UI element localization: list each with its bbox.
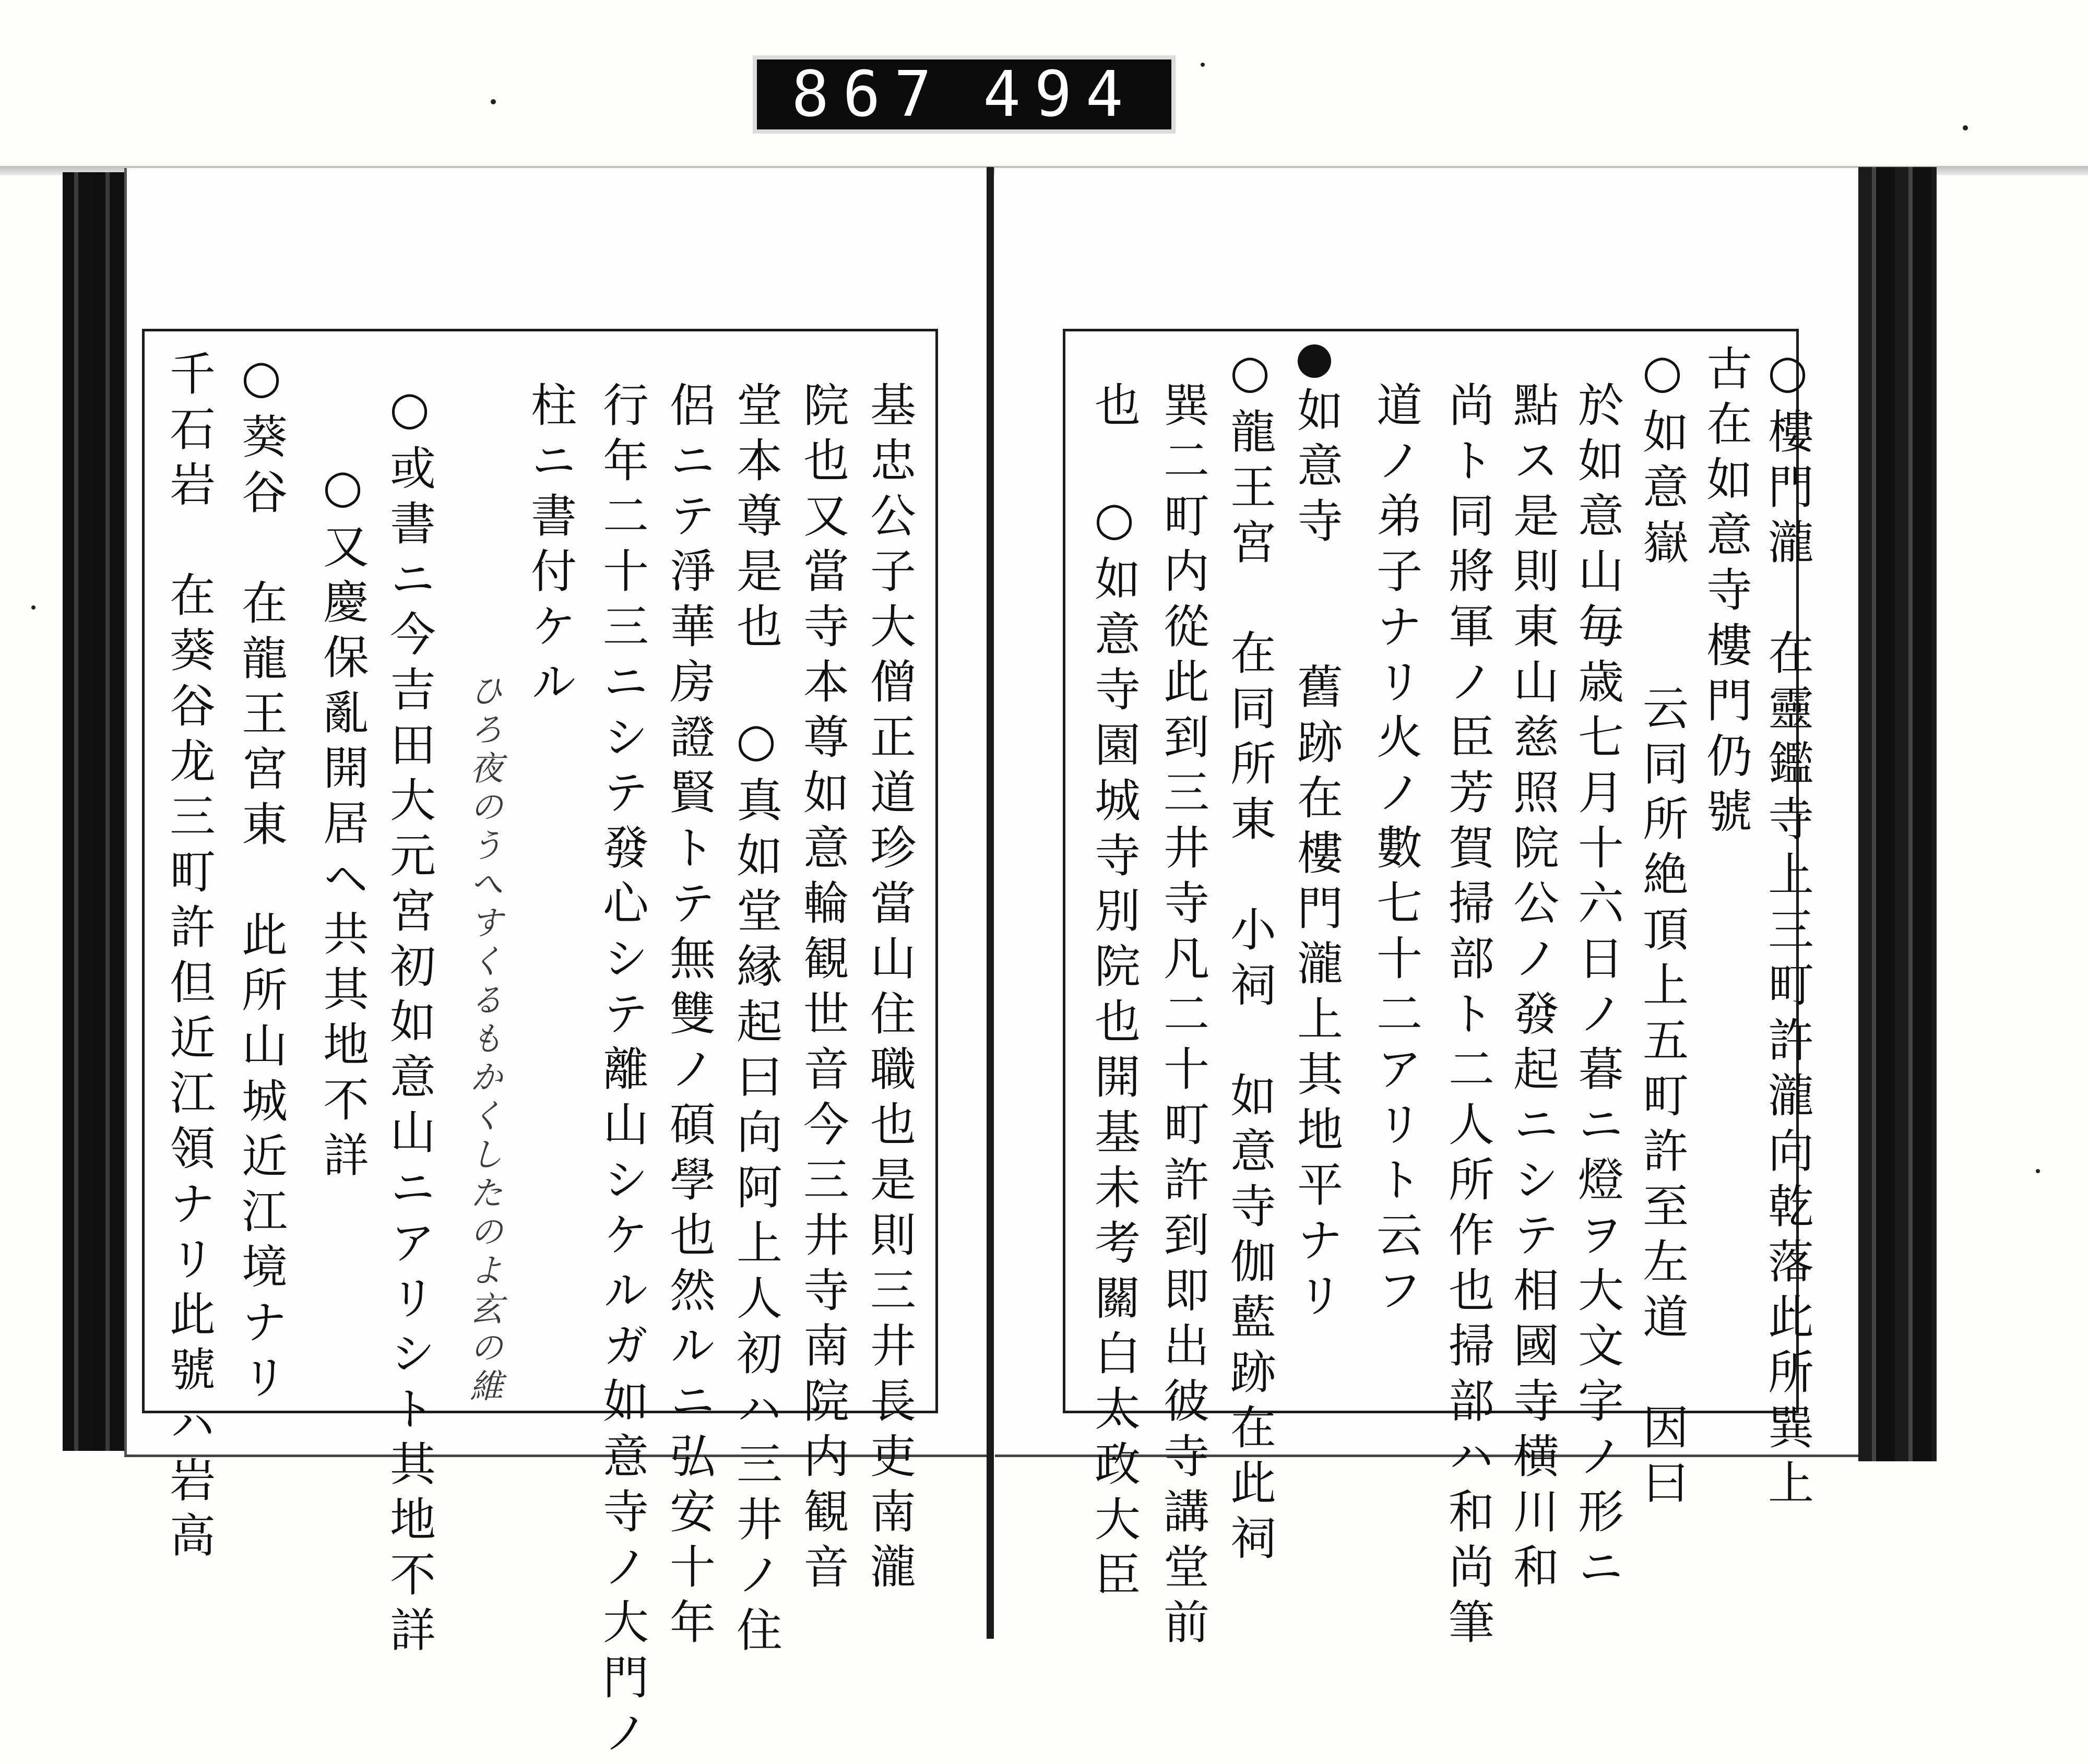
text-column: ○葵谷 在龍王宮東 此所山城近江境ナリ xyxy=(234,350,288,1409)
filled-circle-mark xyxy=(1298,344,1331,378)
text-column: 道ノ弟子ナリ火ノ數七十二アリト云フ xyxy=(1369,381,1423,1321)
archive-label xyxy=(753,55,1176,134)
text-column: 柱ニ書付ケル xyxy=(524,381,577,713)
text-column: 堂本尊是也 ○真如堂縁起曰向阿上人初ハ三井ノ住 xyxy=(729,381,783,1661)
scan-speck xyxy=(1201,63,1205,67)
text-column: 點ス是則東山慈照院公ノ發起ニシテ相國寺横川和 xyxy=(1506,381,1560,1598)
archive-number-left: 867 xyxy=(791,58,945,131)
text-column: ○如意嶽 云同所絶頂上五町許至左道 因曰 xyxy=(1635,344,1689,1514)
text-column: 古在如意寺樓門仍號 xyxy=(1699,344,1753,842)
text-column: 尚ト同將軍ノ臣芳賀掃部ト二人所作也掃部ハ和尚筆 xyxy=(1441,381,1495,1653)
scan-speck xyxy=(491,99,496,104)
archive-number-right: 494 xyxy=(983,58,1137,131)
text-column: 巽二町内從此到三井寺凡二十町許到即出彼寺講堂前 xyxy=(1156,381,1210,1653)
text-column: ○樓門瀧 在靈鑑寺上三町許瀧向乾落此所巽上 xyxy=(1761,344,1814,1514)
scan-speck xyxy=(31,605,35,610)
text-column: 於如意山毎歳七月十六日ノ暮ニ燈ヲ大文字ノ形ニ xyxy=(1571,381,1624,1598)
text-column: 也 ○如意寺園城寺別院也開基未考關白太政大臣 xyxy=(1087,381,1141,1606)
handwritten-note: ひろ夜のうへすくるもかくしたのよ玄の維 xyxy=(464,673,503,1407)
scan-speck xyxy=(1963,125,1968,130)
text-column: ○又慶保亂開居ヘ共其地不詳 xyxy=(316,459,370,1186)
text-column: 如意寺 舊跡在樓門瀧上其地平ナリ xyxy=(1290,386,1344,1327)
left-page-edge xyxy=(63,172,130,1451)
book-gutter xyxy=(987,167,994,1639)
text-column: 基忠公子大僧正道珍當山住職也是則三井長吏南瀧 xyxy=(863,381,917,1598)
text-column: ○龍王宮 在同所東 小祠 如意寺伽藍跡在此祠 xyxy=(1223,344,1277,1569)
text-column: 千石岩 在葵谷龙三町許但近江領ナリ此號ハ岩高 xyxy=(162,350,216,1567)
right-page-edge xyxy=(1858,167,1937,1461)
text-column: 院也又當寺本尊如意輪観世音今三井寺南院内観音 xyxy=(796,381,850,1598)
scan-speck xyxy=(2036,1169,2040,1173)
text-column: 侶ニテ淨華房證賢トテ無雙ノ碩學也然ルニ弘安十年 xyxy=(662,381,716,1653)
text-column: ○或書ニ今吉田大元宮初如意山ニアリシト其地不詳 xyxy=(383,381,436,1661)
text-column: 行年二十三ニシテ發心シテ離山シケルガ如意寺ノ大門ノ xyxy=(596,381,649,1764)
